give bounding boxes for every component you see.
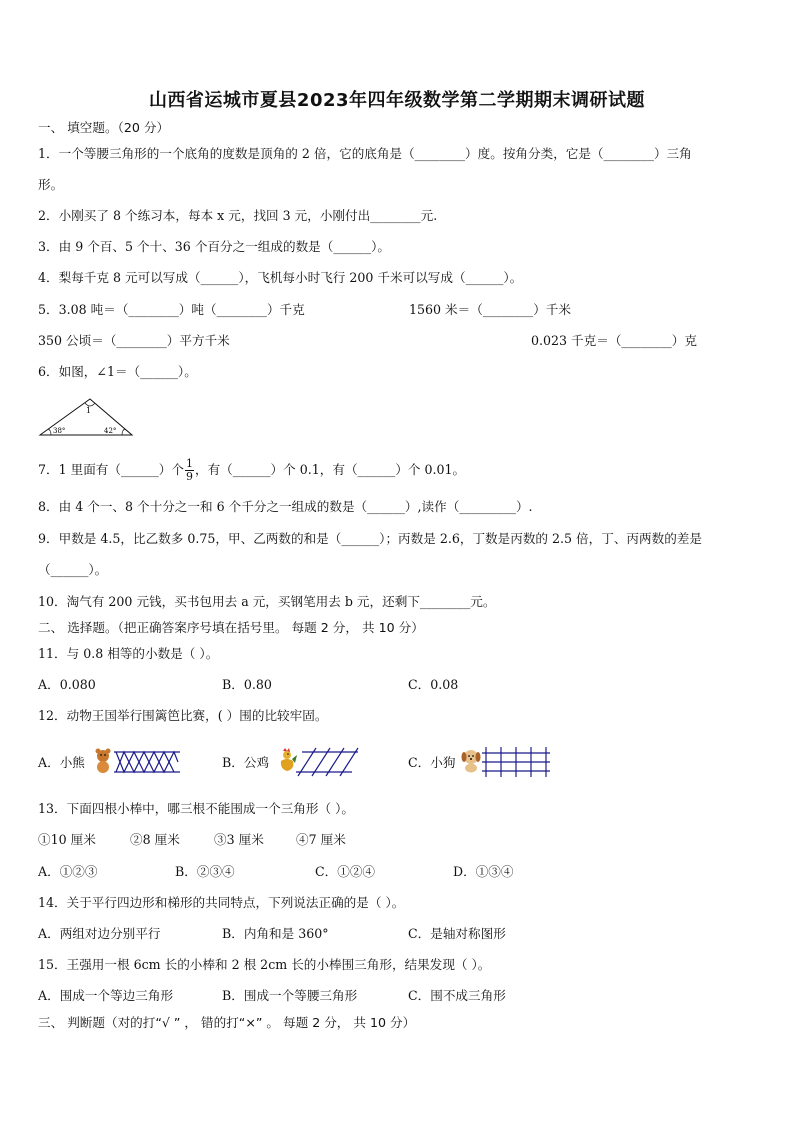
question-5-part-3: 350 公顷＝（________）平方千米	[38, 333, 230, 348]
question-4: 4．梨每千克 8 元可以写成（______），飞机每小时飞行 200 千米可以写成（______）。	[38, 270, 523, 285]
question-13: 13．下面四根小棒中，哪三根不能围成一个三角形（ ）。	[38, 801, 354, 816]
question-13-stick-4: ④7 厘米	[296, 832, 346, 847]
section-2-heading: 二、 选择题。（把正确答案序号填在括号里。 每题 2 分， 共 10 分）	[38, 620, 424, 635]
left-angle-label: 38°	[53, 427, 66, 435]
question-5-part-4: 0.023 千克＝（________）克	[531, 333, 697, 348]
question-13-option-d: D．①③④	[453, 864, 514, 879]
question-9-line-2: （______）。	[38, 562, 108, 577]
question-11-option-a: A．0.080	[38, 677, 96, 692]
question-11: 11．与 0.8 相等的小数是（ ）。	[38, 646, 219, 661]
square-fence-icon	[482, 747, 550, 777]
section-3-heading: 三、 判断题（对的打“√ ” ， 错的打“×” 。 每题 2 分， 共 10 分）	[38, 1015, 416, 1030]
question-8: 8．由 4 个一、8 个十分之一和 6 个千分之一组成的数是（______）,读作（_________）.	[38, 499, 533, 514]
question-7	[38, 458, 465, 483]
question-15-option-b: B．围成一个等腰三角形	[222, 988, 358, 1003]
fraction-denominator: 9	[185, 470, 193, 483]
question-1-line-2: 形。	[38, 177, 64, 192]
question-13-option-a: A．①②③	[38, 864, 98, 879]
question-11-option-c: C．0.08	[408, 677, 459, 692]
question-13-stick-2: ②8 厘米	[130, 832, 180, 847]
parallelogram-fence-icon	[296, 747, 358, 777]
question-15-option-c: C．围不成三角形	[408, 988, 506, 1003]
question-13-stick-3: ③3 厘米	[214, 832, 264, 847]
question-7-suffix: ，有（______）个 0.1，有（______）个 0.01。	[194, 462, 466, 477]
page-title: 山西省运城市夏县2023年四年级数学第二学期期末调研试题	[148, 90, 646, 111]
question-13-option-b: B．②③④	[175, 864, 235, 879]
bear-icon	[92, 748, 114, 774]
question-14-option-c: C．是轴对称图形	[408, 926, 506, 941]
question-9-line-1: 9．甲数是 4.5，比乙数多 0.75，甲、乙两数的和是（______）；丙数是 2.6，丁数是丙数的 2.5 倍，丁、丙两数的差是	[38, 531, 702, 546]
question-6: 6．如图，∠1＝（______）。	[38, 364, 197, 379]
fraction-one-ninth	[185, 458, 194, 483]
question-12-option-a: A．小熊	[38, 755, 85, 770]
triangle-figure	[38, 397, 134, 437]
question-7-prefix: 7．1 里面有（______）个	[38, 462, 184, 477]
triangle-fence-icon	[114, 747, 180, 777]
angle-1-label: 1	[86, 406, 92, 415]
question-3: 3．由 9 个百、5 个十、36 个百分之一组成的数是（______）。	[38, 239, 391, 254]
section-1-heading: 一、 填空题。（20 分）	[38, 120, 170, 135]
question-13-stick-1: ①10 厘米	[38, 832, 96, 847]
question-10: 10．淘气有 200 元钱，买书包用去 a 元，买钢笔用去 b 元，还剩下________元。	[38, 594, 496, 609]
question-12: 12．动物王国举行围篱笆比赛，( ）围的比较牢固。	[38, 708, 328, 723]
question-12-option-c: C．小狗	[408, 755, 456, 770]
question-11-option-b: B．0.80	[222, 677, 272, 692]
question-12-option-b: B．公鸡	[222, 755, 270, 770]
question-5-part-2: 1560 米＝（________）千米	[409, 302, 571, 317]
rooster-icon	[277, 747, 297, 773]
question-14-option-a: A．两组对边分别平行	[38, 926, 161, 941]
right-angle-label: 42°	[104, 427, 117, 435]
question-14: 14．关于平行四边形和梯形的共同特点，下列说法正确的是（ ）。	[38, 895, 405, 910]
question-1-line-1: 1．一个等腰三角形的一个底角的度数是顶角的 2 倍，它的底角是（________）度。按角分类，它是（________）三角	[38, 146, 692, 161]
question-2: 2．小刚买了 8 个练习本，每本 x 元，找回 3 元，小刚付出________元.	[38, 208, 438, 223]
question-13-option-c: C．①②④	[315, 864, 376, 879]
question-15: 15．王强用一根 6cm 长的小棒和 2 根 2cm 长的小棒围三角形，结果发现（ ）。	[38, 957, 491, 972]
question-14-option-b: B．内角和是 360°	[222, 926, 329, 941]
question-15-option-a: A．围成一个等边三角形	[38, 988, 174, 1003]
question-5-part-1: 5．3.08 吨＝（________）吨（________）千克	[38, 302, 305, 317]
fraction-numerator: 1	[185, 457, 193, 470]
puppy-icon	[460, 747, 482, 773]
